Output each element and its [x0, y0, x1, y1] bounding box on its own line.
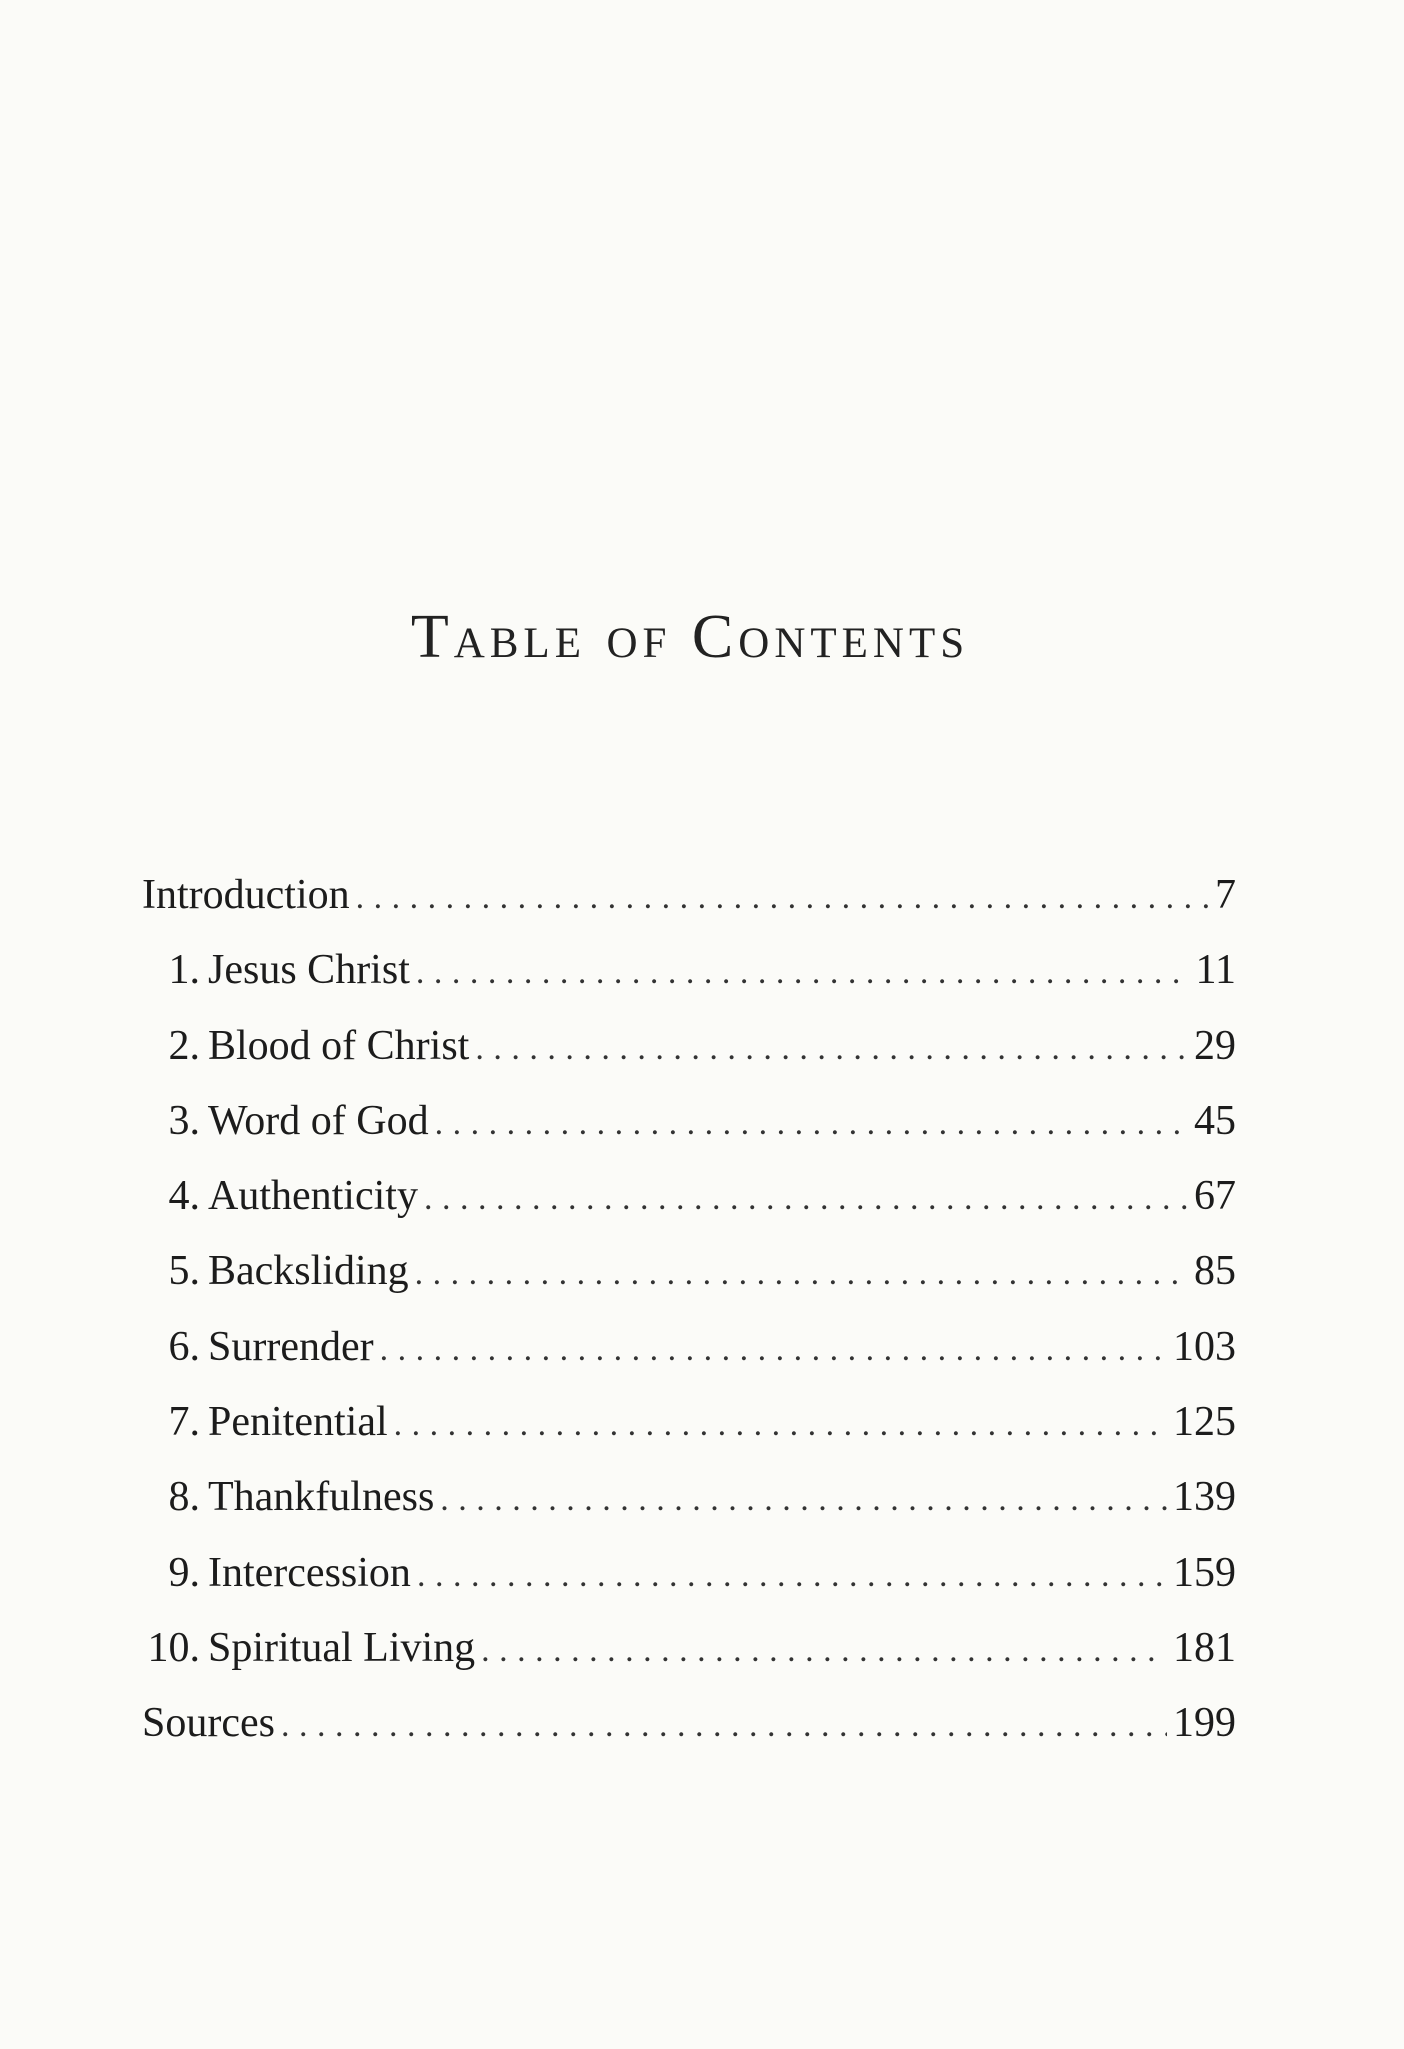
toc-entry-introduction: [142, 858, 1236, 933]
toc-entry-number: 2.: [168, 1022, 200, 1069]
toc-entry-page: 29: [1194, 1022, 1236, 1069]
toc-entry-number: 8.: [168, 1474, 200, 1521]
toc-entry-label: Surrender: [208, 1323, 374, 1370]
toc-entry-label: Intercession: [208, 1549, 411, 1596]
toc-entry-page: 45: [1194, 1097, 1236, 1144]
toc-entry-label: Word of God: [208, 1097, 429, 1144]
page-title: Table of Contents: [410, 603, 970, 671]
toc-dot-leader: [435, 1086, 1188, 1161]
toc-entry-label: Thankfulness: [208, 1474, 435, 1521]
toc-entry-page: 11: [1195, 947, 1236, 994]
toc-entry-number: 4.: [168, 1173, 200, 1220]
toc-entry-word-of-god: [142, 1084, 1236, 1159]
toc-dot-leader: [416, 935, 1190, 1010]
toc-entry-jesus-christ: [142, 933, 1236, 1008]
toc-entry-number: 7.: [168, 1399, 200, 1446]
toc-entry-label: Introduction: [142, 872, 350, 918]
toc-entry-page: 103: [1173, 1323, 1236, 1370]
table-of-contents: [142, 858, 1236, 1762]
toc-dot-leader: [380, 1312, 1167, 1387]
toc-entry-thankfulness: [142, 1460, 1236, 1535]
toc-entry-page: 139: [1173, 1474, 1236, 1521]
toc-entry-page: 7: [1215, 872, 1236, 918]
toc-entry-page: 67: [1194, 1173, 1236, 1220]
toc-entry-number: 3.: [168, 1097, 200, 1144]
toc-entry-number: 5.: [168, 1248, 200, 1295]
toc-dot-leader: [415, 1236, 1188, 1311]
toc-entry-label: Jesus Christ: [208, 947, 410, 994]
toc-dot-leader: [281, 1688, 1167, 1763]
toc-entry-backsliding: [142, 1234, 1236, 1309]
toc-entry-label: Penitential: [208, 1399, 388, 1446]
toc-entry-penitential: [142, 1385, 1236, 1460]
toc-entry-label: Backsliding: [208, 1248, 409, 1295]
toc-entry-number: 10.: [147, 1624, 200, 1671]
toc-entry-number: 1.: [168, 947, 200, 994]
toc-entry-page: 181: [1173, 1624, 1236, 1671]
toc-entry-page: 125: [1173, 1399, 1236, 1446]
toc-entry-surrender: [142, 1310, 1236, 1385]
toc-entry-sources: [142, 1686, 1236, 1761]
toc-dot-leader: [475, 1011, 1188, 1086]
toc-dot-leader: [394, 1387, 1167, 1462]
toc-entry-number: 9.: [168, 1549, 200, 1596]
toc-dot-leader: [481, 1613, 1167, 1688]
toc-entry-label: Authenticity: [208, 1173, 418, 1220]
toc-entry-intercession: [142, 1536, 1236, 1611]
toc-entry-blood-of-christ: [142, 1009, 1236, 1084]
toc-dot-leader: [417, 1538, 1167, 1613]
toc-dot-leader: [440, 1462, 1167, 1537]
toc-entry-label: Spiritual Living: [208, 1624, 476, 1671]
toc-entry-page: 159: [1173, 1549, 1236, 1596]
toc-entry-number: 6.: [168, 1323, 200, 1370]
toc-dot-leader: [356, 860, 1209, 935]
toc-entry-page: 85: [1194, 1248, 1236, 1295]
toc-entry-page: 199: [1173, 1700, 1236, 1747]
toc-entry-authenticity: [142, 1159, 1236, 1234]
toc-entry-label: Sources: [142, 1700, 275, 1747]
toc-entry-label: Blood of Christ: [208, 1022, 470, 1069]
toc-entry-spiritual-living: [142, 1611, 1236, 1686]
toc-dot-leader: [424, 1161, 1188, 1236]
